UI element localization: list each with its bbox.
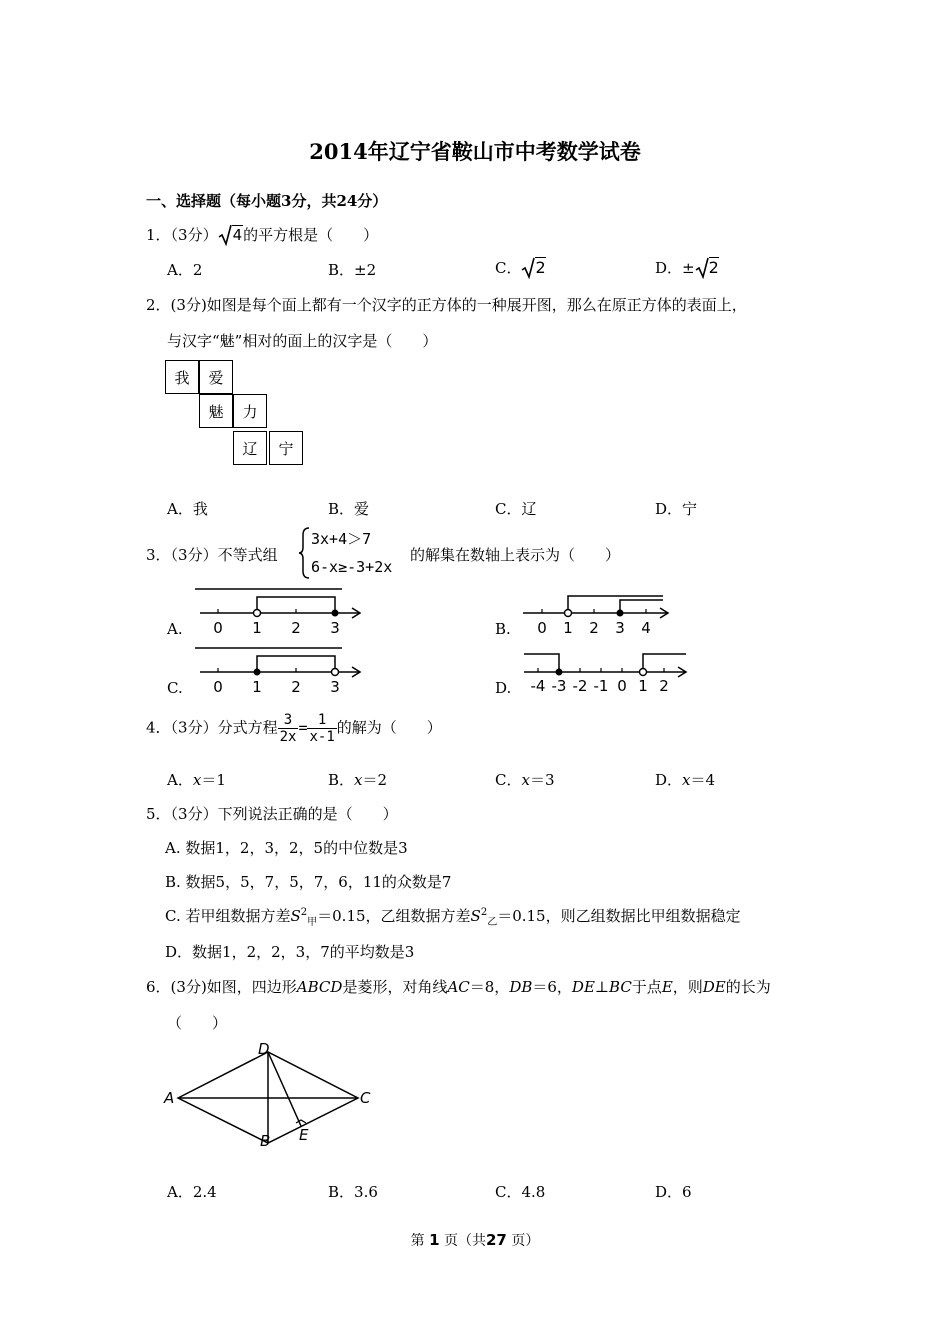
page-title: 2014年辽宁省鞍山市中考数学试卷 [309, 139, 641, 164]
q4-equals: = [298, 718, 308, 737]
q3-ineq-2: 6-x≥-3+2x [311, 558, 393, 576]
cube-face-wo: 我 [165, 360, 199, 394]
q3-ineq-1: 3x+4＞7 [311, 530, 372, 548]
q5-c-sup: 2 [300, 907, 308, 918]
q3c-closed-dot [254, 669, 261, 676]
q3-option-d-label[interactable]: D. [495, 679, 512, 697]
q4-b-val: ＝2 [362, 771, 388, 789]
q3d-left-bracket [524, 654, 559, 672]
q6-mid5: ，则 [672, 978, 703, 996]
q1-option-d-radicand: 2 [708, 258, 719, 277]
q1-option-a[interactable]: A．2 [167, 261, 203, 279]
q6-de2: DE [702, 978, 726, 996]
q4-d-var: x [682, 771, 691, 789]
q6-pre: 6．(3分)如图，四边形 [146, 978, 297, 996]
q4-fraction-1 [278, 712, 299, 745]
q1-option-d-prefix: D．± [655, 259, 695, 277]
sqrt-icon [695, 257, 709, 283]
q3b-bracket-2 [620, 600, 663, 613]
q5-c-sub1: 甲 [307, 917, 318, 928]
q1-option-d[interactable] [655, 257, 719, 283]
q6-end: 的长为 [725, 978, 771, 996]
q6-ac: AC [447, 978, 470, 996]
question-4 [146, 712, 442, 745]
q2-line1: 2．(3分)如图是每个面上都有一个汉字的正方体的一种展开图，那么在原正方体的表面上， [146, 296, 747, 314]
q3d-tick-label: 2 [659, 677, 669, 695]
q3d-closed-dot [556, 669, 563, 676]
q3a-tick-label: 0 [213, 619, 223, 637]
q4-a-var: x [192, 771, 202, 789]
q6-option-c[interactable]: C．4.8 [495, 1183, 546, 1201]
q6-perp: ⊥ [594, 978, 610, 996]
q3b-tick-label: 3 [615, 619, 625, 637]
q3-number-line-b[interactable] [518, 583, 673, 638]
footer-end: 页） [511, 1233, 540, 1249]
q5-stem: 5．（3分）下列说法正确的是（ ） [146, 805, 398, 823]
q4-suffix: 的解为（ ） [336, 718, 442, 737]
q3d-tick-label: -4 [530, 677, 546, 695]
q3a-tick-label: 2 [291, 619, 301, 637]
q6-mid2: ＝8， [469, 978, 510, 996]
q2-option-b[interactable]: B．爱 [328, 500, 370, 518]
q6-e: E [661, 978, 673, 996]
q6-de: DE [571, 978, 595, 996]
q4-frac1-num: 3 [278, 712, 299, 729]
q6-segment-de [268, 1052, 301, 1126]
question-1 [146, 224, 378, 250]
q6-option-d[interactable]: D．6 [655, 1183, 692, 1201]
q1-option-b[interactable]: B．±2 [328, 261, 377, 279]
q5-c-sup2: 2 [480, 907, 488, 918]
q3-option-b-label[interactable]: B. [495, 620, 511, 638]
q3c-tick-label: 3 [330, 678, 340, 696]
q3b-bracket-1 [568, 596, 663, 613]
q3b-tick-label: 1 [563, 619, 573, 637]
q1-text: 的平方根是（ ） [243, 226, 379, 244]
q3a-closed-dot [332, 610, 339, 617]
footer-pre: 第 [410, 1233, 425, 1249]
q6-db: DB [509, 978, 533, 996]
q3d-tick-label: -3 [551, 677, 567, 695]
q4-frac2-num: 1 [307, 712, 336, 729]
q4-option-b[interactable] [328, 769, 387, 790]
q3c-open-dot [332, 669, 339, 676]
q4-c-pre: C． [495, 771, 522, 789]
q6-label-d: D [258, 1040, 270, 1058]
q6-rhombus-figure [160, 1036, 380, 1151]
q6-bc: BC [609, 978, 632, 996]
q4-option-c[interactable] [495, 769, 555, 790]
q4-option-a[interactable] [167, 769, 226, 790]
q3-prefix: 3．（3分）不等式组 [146, 546, 278, 564]
q4-frac2-den: x-1 [309, 729, 335, 745]
q3b-tick-label: 4 [641, 619, 651, 637]
q3-option-c-label[interactable]: C. [167, 679, 183, 697]
q3b-tick-label: 0 [537, 619, 547, 637]
q3-option-a-label[interactable]: A. [167, 620, 183, 638]
q4-c-val: ＝3 [529, 771, 555, 789]
brace-icon [298, 527, 310, 583]
q5-c-mid: ＝0.15，乙组数据方差 [317, 907, 471, 925]
q5-option-a[interactable]: A. 数据1，2，3，2，5的中位数是3 [165, 839, 408, 857]
q3a-tick-label: 3 [330, 619, 340, 637]
q4-c-var: x [521, 771, 530, 789]
q6-option-a[interactable]: A．2.4 [167, 1183, 217, 1201]
cube-face-liao: 辽 [233, 431, 267, 465]
q4-option-d[interactable] [655, 769, 715, 790]
q1-option-c-prefix: C． [495, 259, 522, 277]
q6-label-e: E [299, 1126, 309, 1144]
footer-mid: 页（共 [444, 1233, 486, 1249]
q2-option-a[interactable]: A．我 [167, 500, 208, 518]
cube-face-ning: 宁 [269, 431, 303, 465]
q4-fraction-2 [307, 712, 336, 745]
section-heading: 一、选择题（每小题3分，共24分） [146, 192, 388, 210]
q5-option-d[interactable]: D．数据1，2，2，3，7的平均数是3 [165, 943, 415, 961]
q6-option-b[interactable]: B．3.6 [328, 1183, 378, 1201]
q3a-open-dot [254, 610, 261, 617]
q3d-tick-label: 1 [638, 677, 648, 695]
q3b-closed-dot [617, 610, 624, 617]
q4-a-pre: A． [167, 771, 193, 789]
q5-option-b[interactable]: B. 数据5，5，7，5，7，6，11的众数是7 [165, 873, 452, 891]
q2-option-c[interactable]: C．辽 [495, 500, 537, 518]
q4-d-pre: D． [655, 771, 683, 789]
cube-face-mei: 魅 [199, 394, 233, 428]
q5-c-s2: S [470, 907, 481, 925]
q4-a-val: ＝1 [201, 771, 226, 789]
footer-total-pages: 27 [486, 1231, 507, 1249]
q4-d-val: ＝4 [690, 771, 716, 789]
page-footer [0, 1230, 950, 1250]
q3b-open-dot [565, 610, 572, 617]
footer-page-number: 1 [429, 1231, 440, 1249]
q3-number-line-c[interactable] [190, 642, 365, 697]
q5-c-end: ＝0.15，则乙组数据比甲组数据稳定 [497, 907, 741, 925]
q3d-tick-label: -1 [593, 677, 609, 695]
q3-number-line-a[interactable] [190, 583, 365, 638]
q6-mid1: 是菱形，对角线 [342, 978, 448, 996]
q3a-tick-label: 1 [252, 619, 262, 637]
q3b-tick-label: 2 [589, 619, 599, 637]
q4-prefix: 4．（3分）分式方程 [146, 718, 278, 737]
q5-c-sub2: 乙 [487, 917, 498, 928]
q3d-open-dot [640, 669, 647, 676]
sqrt-icon [521, 257, 535, 283]
q1-option-c[interactable] [495, 257, 546, 283]
q2-line2: 与汉字“魅”相对的面上的汉字是（ ） [167, 332, 438, 350]
sqrt-icon [218, 224, 232, 250]
q6-right-angle-mark [296, 1120, 306, 1123]
q3c-tick-label: 2 [291, 678, 301, 696]
cube-face-li: 力 [233, 394, 267, 428]
q6-label-a: A [164, 1089, 175, 1107]
q6-line2: （ ） [167, 1014, 228, 1032]
q4-b-var: x [354, 771, 363, 789]
q1-radicand: 4 [232, 226, 243, 244]
q6-label-b: B [260, 1132, 271, 1150]
q3-suffix: 的解集在数轴上表示为（ ） [410, 546, 621, 564]
q4-frac1-den: 2x [279, 729, 297, 745]
q3-number-line-d[interactable] [520, 647, 692, 697]
q5-c-s: S [290, 907, 301, 925]
q1-option-c-radicand: 2 [535, 258, 546, 277]
q6-abcd: ABCD [296, 978, 343, 996]
q4-b-pre: B． [328, 771, 355, 789]
q6-mid3: ＝6， [532, 978, 572, 996]
q1-prefix: 1．（3分） [146, 226, 218, 244]
q6-label-c: C [360, 1089, 371, 1107]
cube-face-ai: 爱 [199, 360, 233, 394]
q5-option-c[interactable] [165, 905, 741, 928]
question-6 [146, 976, 771, 997]
q5-c-pre: C. 若甲组数据方差 [165, 907, 291, 925]
q3c-tick-label: 1 [252, 678, 262, 696]
q3c-tick-label: 0 [213, 678, 223, 696]
q2-option-d[interactable]: D．宁 [655, 500, 698, 518]
q6-mid4: 于点 [631, 978, 662, 996]
q3d-tick-label: -2 [572, 677, 588, 695]
q3d-tick-label: 0 [617, 677, 627, 695]
